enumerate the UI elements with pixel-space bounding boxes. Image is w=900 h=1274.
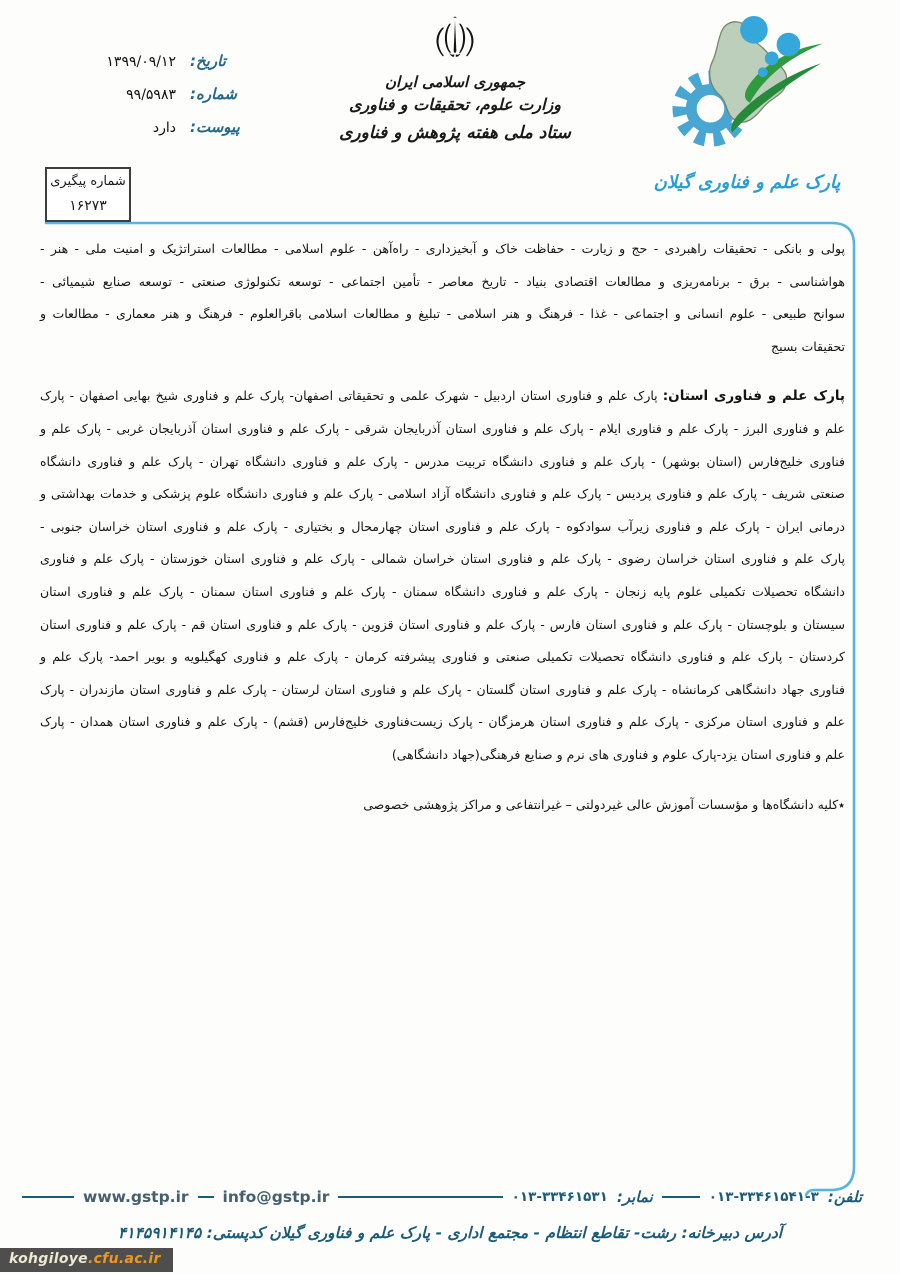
- watermark-site-name: kohgiloye: [9, 1251, 88, 1267]
- body-line-with-lead: [40, 380, 845, 413]
- body-line: تحقیقات بسیج: [771, 338, 845, 354]
- divider-line: [198, 1196, 214, 1198]
- ministry-name: وزارت علوم، تحقیقات و فناوری: [349, 95, 561, 114]
- body-line: علم و فناوری استان یزد-پارک علوم و فناوری های نرم و صنایع فرهنگی(جهاد دانشگاهی): [391, 746, 845, 762]
- headquarters-name: ستاد ملی هفته پژوهش و فناوری: [339, 123, 571, 143]
- body-line: فناوری خلیج‌فارس (استان بوشهر) - پارک علم و فناوری دانشگاه تربیت مدرس - پارک علم و فناوری دانشگاه تهران - پارک علم و فناوری دانشگاه: [40, 453, 845, 469]
- website-text: www.gstp.ir: [83, 1188, 189, 1206]
- date-label: تاریخ:: [190, 52, 226, 70]
- body-line: پارک علم و فناوری استان خراسان رضوی - پارک علم و فناوری استان خراسان شمالی - پارک علم و فناوری استان خوزستان - پارک علم و فناوری: [40, 551, 845, 567]
- body-line: فناوری جهاد دانشگاهی کرمانشاه - پارک علم و فناوری استان گلستان - پارک علم و فناوری استان لرستان - پارک علم و فناوری استان مازندران - پارک: [40, 681, 845, 697]
- body-line: هواشناسی - برق - برنامه‌ریزی و مطالعات اقتصادی بنیاد - تاریخ معاصر - تأمین اجتماعی - توسعه تکنولوژی صنعتی - توسعه صنایع شیمیائی -: [40, 273, 845, 289]
- body-line: علم و فناوری البرز - پارک علم و فناوری ایلام - پارک علم و فناوری استان آذربایجان شرقی - پارک علم و فناوری استان آذربایجان غربی - پارک علم و: [40, 420, 845, 436]
- body-line: سیستان و بلوچستان - پارک علم و فناوری استان فارس - پارک علم و فناوری استان قزوین - پارک علم و فناوری استان قم - پارک علم و فناوری استان: [40, 616, 845, 632]
- footer-address-line: آدرس دبیرخانه: رشت- تقاطع انتظام - مجتمع اداری - پارک علم و فناوری گیلان کدپستی: ۴۱۴۵۹۱۴۱۴۵: [117, 1224, 783, 1242]
- body-line: پولی و بانکی - تحقیقات راهبردی - حج و زیارت - حفاظت خاک و آبخیزداری - راه‌آهن - علوم اسلامی - مطالعات استراتژیک و امنیت ملی - هنر -: [40, 241, 845, 256]
- divider-line: [22, 1196, 74, 1198]
- body-line-text: پارک علم و فناوری استان اردبیل - شهرک علمی و تحقیقاتی اصفهان- پارک علم و فناوری شیخ بهایی اصفهان - پارک: [40, 388, 663, 404]
- footer-contact-line: [22, 1188, 862, 1206]
- divider-line: [338, 1196, 502, 1198]
- body-line: سوانح طبیعی - علوم انسانی و اجتماعی - غذا - فرهنگ و هنر اسلامی - تبلیغ و مطالعات اسلامی باقرالعلوم - فرهنگ و هنر معماری - مطالعات و: [40, 306, 845, 322]
- body-line: کردستان - پارک علم و فناوری دانشگاه تحصیلات تکمیلی صنعتی و فناوری پیشرفته کرمان - پارک علم و فناوری کهگیلویه و بویر احمد- پارک علم و: [40, 649, 845, 665]
- phone-value: ۰۱۳-۳۳۴۶۱۵۴۱-۳: [708, 1189, 819, 1205]
- footnote-line: ٭کلیه دانشگاه‌ها و مؤسسات آموزش عالی غیردولتی – غیرانتفاعی و مراکز پژوهشی خصوصی: [363, 796, 845, 812]
- watermark-badge: [0, 1248, 173, 1272]
- number-label: شماره:: [190, 85, 237, 103]
- tracking-label: شماره پیگیری: [50, 174, 126, 189]
- date-value: ۱۳۹۹/۰۹/۱۲: [106, 54, 176, 70]
- body-line: علم و فناوری استان مرکزی - پارک علم و فناوری استان هرمزگان - پارک زیست‌فناوری خلیج‌فارس (قشم) - پارک علم و فناوری استان همدان - پارک: [40, 714, 845, 730]
- body-line: صنعتی شریف - پارک علم و فناوری پردیس - پارک علم و فناوری دانشگاه آزاد اسلامی - پارک علم و فناوری دانشگاه علوم پزشکی و خدمات بهداشتی و: [40, 486, 845, 502]
- tracking-number: ۱۶۲۷۳: [69, 198, 107, 214]
- divider-line: [662, 1196, 700, 1198]
- attachment-value: دارد: [152, 120, 176, 136]
- attachment-label: پیوست:: [190, 118, 240, 136]
- body-line: دانشگاه تحصیلات تکمیلی علوم پایه زنجان - پارک علم و فناوری دانشگاه سمنان - پارک علم و فناوری استان سمنان - پارک علم و فناوری استان: [40, 583, 845, 599]
- fax-value: ۰۱۳-۳۳۴۶۱۵۳۱: [511, 1189, 608, 1205]
- fax-label: نمابر:: [616, 1188, 653, 1206]
- letter-body: [40, 233, 845, 821]
- number-value: ۹۹/۵۹۸۳: [126, 87, 176, 103]
- body-line: درمانی ایران - پارک علم و فناوری زیرآب سوادکوه - پارک علم و فناوری استان چهارمحال و بختیاری - پارک علم و فناوری استان خراسان جنوبی -: [40, 518, 845, 534]
- email-text: info@gstp.ir: [222, 1188, 330, 1206]
- paragraph-lead: پارک علم و فناوری استان:: [662, 388, 845, 405]
- phone-label: تلفن:: [827, 1188, 862, 1206]
- logo-caption: پارک علم و فناوری گیلان: [653, 172, 841, 193]
- government-name: جمهوری اسلامی ایران: [384, 73, 526, 91]
- tracking-number-box: [45, 167, 131, 222]
- watermark-site-domain: .cfu.ac.ir: [87, 1251, 161, 1267]
